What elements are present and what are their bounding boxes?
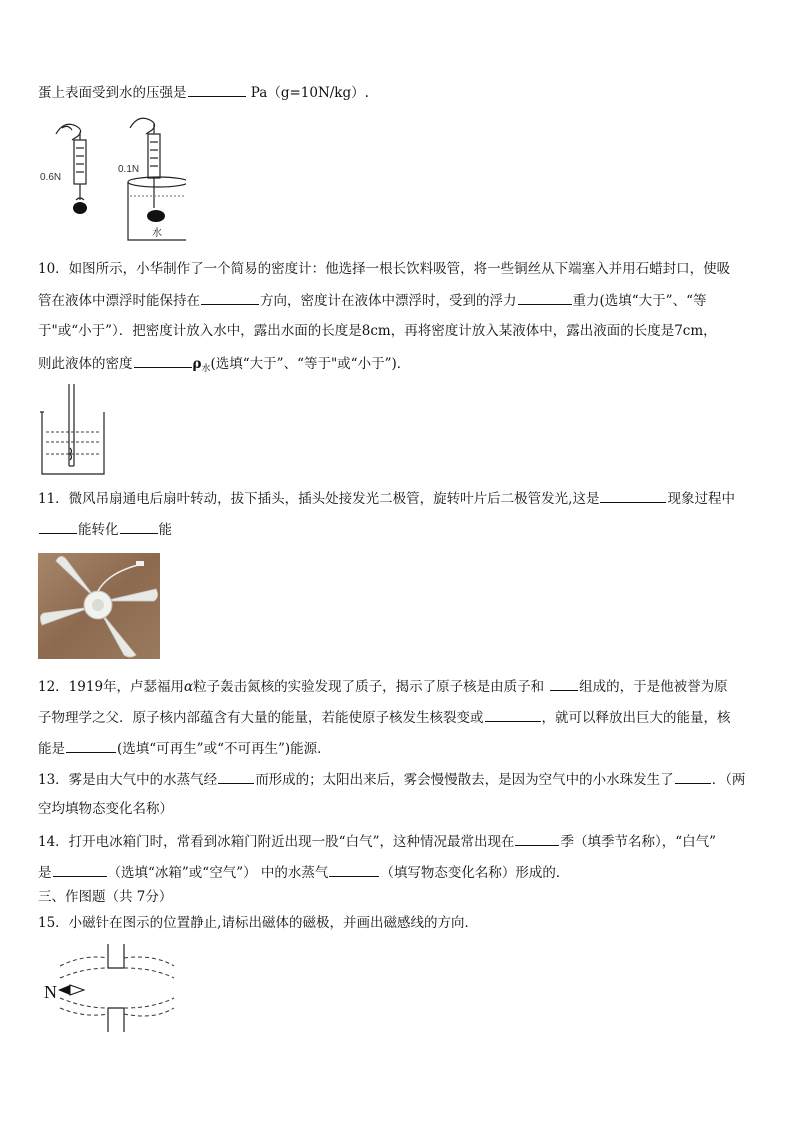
label-right: 0.1N <box>118 164 140 175</box>
q14-text-c: 是 <box>38 865 52 881</box>
q9-text-b: Pa（g=10N/kg）. <box>246 85 369 101</box>
q14-text-d: （选填“冰箱”或“空气”） 中的水蒸气 <box>107 865 329 881</box>
q10-line2 <box>38 290 706 310</box>
q13-text-c: ．（两 <box>711 772 746 788</box>
q12-text-b: 粒子轰击氮核的实验发现了质子，揭示了原子核是由质子和 <box>193 679 545 695</box>
q10-line4 <box>38 353 410 378</box>
q10-line1: 10．如图所示，小华制作了一个简易的密度计：他选择一根长饮料吸管，将一些铜丝从下端塞入并用石蜡封口，使吸 <box>38 261 731 277</box>
alpha-symbol: α <box>184 679 194 695</box>
egg-left <box>73 202 87 214</box>
rho-symbol: ρ <box>192 356 202 372</box>
magnet-top <box>108 944 124 968</box>
q13-text-b: 而形成的；太阳出来后，雾会慢慢散去，是因为空气中的小水珠发生了 <box>255 772 674 788</box>
q13-text-a: 13．雾是由大气中的水蒸气经 <box>38 772 218 788</box>
q11-text-b: 现象过程中 <box>667 491 735 507</box>
q11-blank-energy2[interactable] <box>120 519 158 534</box>
magnet-bottom <box>108 1008 124 1032</box>
q12-text-f: 能是 <box>38 741 65 757</box>
magnet-figure <box>40 944 180 1036</box>
q12-blank-neutron[interactable] <box>550 676 578 691</box>
q10-text-b: 方向，密度计在液体中漂浮时，受到的浮力 <box>260 293 517 309</box>
q14-blank-change[interactable] <box>329 862 379 877</box>
q10-figure <box>38 382 108 478</box>
q13-blank-1[interactable] <box>218 769 254 784</box>
q12-line3 <box>38 738 331 758</box>
q14-text-e: （填写物态变化名称）形成的． <box>380 865 570 881</box>
q11-line2 <box>38 519 172 539</box>
q15-text: 15．小磁针在图示的位置静止,请标出磁体的磁极，并画出磁感线的方向． <box>38 915 478 931</box>
water-label: 水 <box>152 228 162 239</box>
q14-blank-source[interactable] <box>53 862 107 877</box>
q11-text-d: 能 <box>158 522 172 538</box>
compass-needle-icon <box>58 985 84 995</box>
label-left: 0.6N <box>40 172 62 183</box>
q14-line2 <box>38 862 569 882</box>
q12-text-d: 子物理学之父．原子核内部蕴含有大量的能量，若能使原子核发生核裂变或 <box>38 710 484 726</box>
q12-text-a: 12．1919年，卢瑟福用 <box>38 679 185 695</box>
q10-blank-direction[interactable] <box>201 290 259 305</box>
q12-text-e: ，就可以释放出巨大的能量，核 <box>541 710 731 726</box>
egg-right <box>147 210 165 222</box>
section-title: 三、作图题（共 7分） <box>38 889 173 905</box>
q14-text-a: 14．打开电冰箱门时，常看到冰箱门附近出现一股“白气”，这种情况最常出现在 <box>38 834 515 850</box>
q14-text-b: 季（填季节名称），“白气” <box>560 834 717 850</box>
q10-blank-buoyancy[interactable] <box>518 290 572 305</box>
q10-text-d: 则此液体的密度 <box>38 356 133 372</box>
q13-line2: 空均填物态变化名称） <box>38 801 173 817</box>
q10-line3: 于"或“小于”）．把密度计放入水中，露出水面的长度是8cm，再将密度计放入某液体中，露出液面的长度是7cm， <box>38 323 717 339</box>
q9-figure <box>36 112 186 244</box>
left-spring-scale <box>56 124 86 200</box>
q9-text <box>38 82 369 102</box>
q12-line1 <box>38 676 728 696</box>
q11-text-a: 11．微风吊扇通电后扇叶转动，拔下插头，插头处接发光二极管，旋转叶片后二极管发光,这是 <box>38 491 600 507</box>
q10-blank-density[interactable] <box>134 353 192 368</box>
q13-line1 <box>38 769 745 789</box>
q12-blank-fusion[interactable] <box>485 707 541 722</box>
q12-text-c: 组成的，于是他被誉为原 <box>579 679 728 695</box>
q13-blank-2[interactable] <box>675 769 711 784</box>
q10-text-e: (选填“大于”、“等于"或“小于”)． <box>210 356 411 372</box>
q12-text-g: (选填“可再生”或“不可再生”)能源． <box>117 741 331 757</box>
ceiling-fan-photo <box>38 553 160 659</box>
q11-line1 <box>38 488 735 508</box>
q14-line1 <box>38 831 716 851</box>
field-lines <box>60 957 174 1016</box>
q14-blank-season[interactable] <box>515 831 559 846</box>
q11-blank-phenomenon[interactable] <box>600 488 666 503</box>
q12-blank-renewable[interactable] <box>66 738 116 753</box>
needle-label: N <box>44 982 57 1002</box>
q9-answer-blank[interactable] <box>188 82 246 97</box>
rho-subscript: 水 <box>201 364 211 374</box>
q10-text-a: 管在液体中漂浮时能保持在 <box>38 293 200 309</box>
q11-blank-energy1[interactable] <box>39 519 77 534</box>
q11-text-c: 能转化 <box>78 522 119 538</box>
q9-text-a: 蛋上表面受到水的压强是 <box>38 85 187 101</box>
q12-line2 <box>38 707 731 727</box>
q10-text-c: 重力(选填“大于”、“等 <box>572 293 707 309</box>
hydrometer-beaker <box>40 412 104 474</box>
